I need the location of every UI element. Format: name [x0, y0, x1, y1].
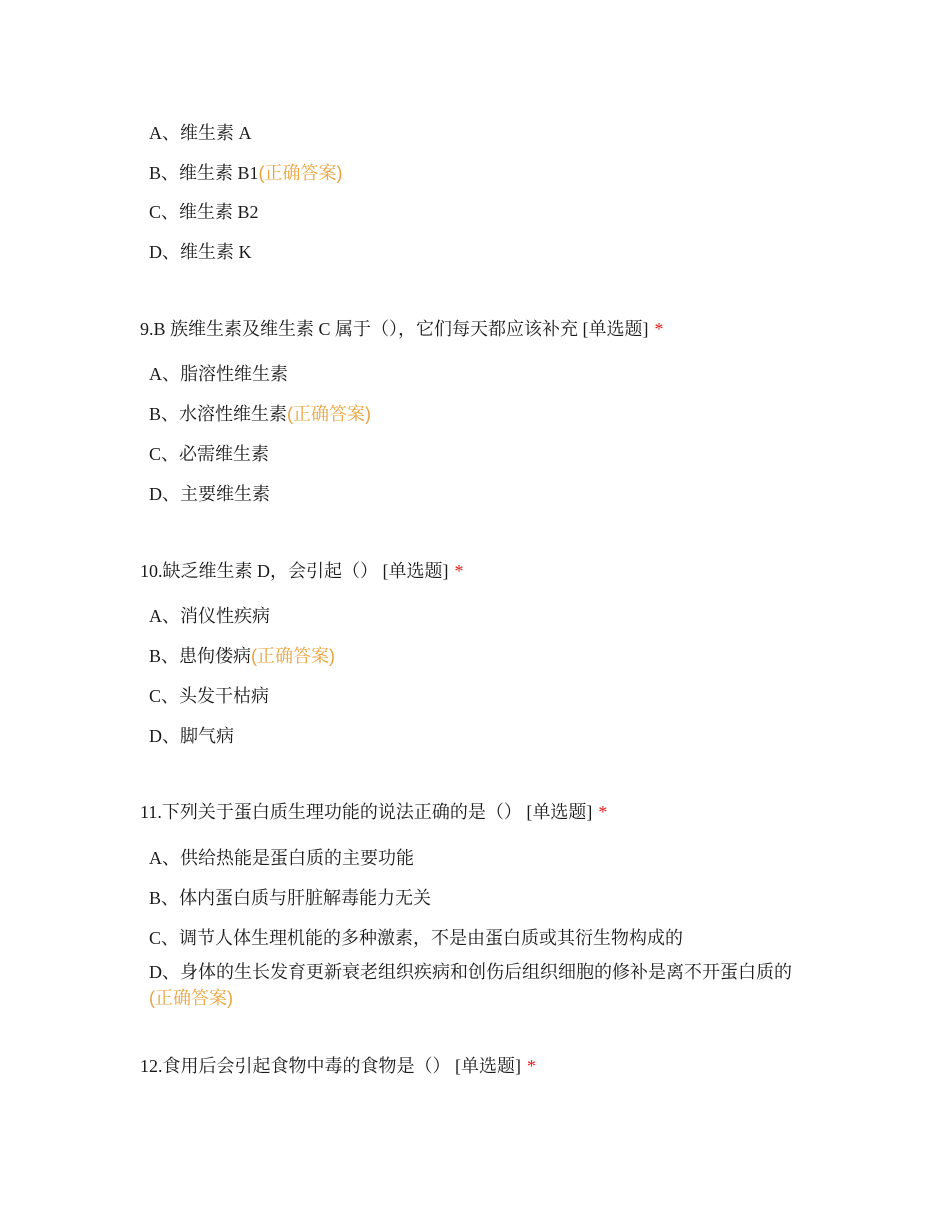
option-label: D、维生素 K: [149, 242, 252, 262]
q8-option-d[interactable]: [149, 239, 252, 265]
question-10-title: [140, 558, 464, 584]
option-label: A、维生素 A: [149, 123, 252, 143]
question-11-title: [140, 799, 607, 825]
q11-option-b[interactable]: [149, 885, 431, 911]
option-label: C、维生素 B2: [149, 202, 259, 222]
q9-option-a[interactable]: [149, 361, 288, 387]
question-text: 11.下列关于蛋白质生理功能的说法正确的是（） [单选题]: [140, 802, 593, 822]
correct-answer-marker: (正确答案): [258, 163, 343, 183]
required-marker: *: [527, 1056, 536, 1076]
q10-option-c[interactable]: [149, 683, 269, 709]
correct-answer-marker: (正确答案): [287, 404, 372, 424]
option-label: D、脚气病: [149, 726, 234, 746]
q8-option-c[interactable]: [149, 199, 259, 225]
question-9-title: [140, 316, 664, 342]
q11-option-a[interactable]: [149, 845, 414, 871]
q9-option-c[interactable]: [149, 441, 269, 467]
q8-option-b[interactable]: [149, 160, 343, 186]
q10-option-b[interactable]: [149, 643, 335, 669]
q8-option-a[interactable]: [149, 120, 252, 146]
option-label: A、供给热能是蛋白质的主要功能: [149, 848, 414, 868]
option-label: D、身体的生长发育更新衰老组织疾病和创伤后组织细胞的修补是离不开蛋白质的: [149, 962, 792, 982]
question-text: 9.B 族维生素及维生素 C 属于（），它们每天都应该补充 [单选题]: [140, 319, 649, 339]
required-marker: *: [454, 561, 464, 581]
required-marker: *: [654, 319, 664, 339]
q9-option-b[interactable]: [149, 401, 371, 427]
option-label: B、患佝偻病: [149, 646, 252, 666]
q10-option-d[interactable]: [149, 723, 234, 749]
option-label: A、消仪性疾病: [149, 606, 270, 626]
question-text: 12.食用后会引起食物中毒的食物是（） [单选题]: [140, 1056, 521, 1076]
q10-option-a[interactable]: [149, 603, 270, 629]
option-label: C、必需维生素: [149, 444, 270, 464]
option-label: D、主要维生素: [149, 484, 270, 504]
correct-answer-marker: (正确答案): [251, 646, 336, 666]
option-label: B、维生素 B1: [149, 163, 259, 183]
option-label: C、头发干枯病: [149, 686, 270, 706]
option-label: C、调节人体生理机能的多种激素，不是由蛋白质或其衍生物构成的: [149, 928, 684, 948]
q9-option-d[interactable]: [149, 481, 270, 507]
option-label: B、体内蛋白质与肝脏解毒能力无关: [149, 888, 432, 908]
correct-answer-marker: (正确答案): [149, 988, 233, 1008]
required-marker: *: [598, 802, 608, 822]
question-12-title: [140, 1053, 536, 1079]
question-text: 10.缺乏维生素 D，会引起（） [单选题]: [140, 561, 449, 581]
option-label: A、脂溶性维生素: [149, 364, 288, 384]
q11-option-c[interactable]: [149, 925, 683, 951]
option-label: B、水溶性维生素: [149, 404, 288, 424]
q11-option-d[interactable]: [149, 959, 809, 1011]
